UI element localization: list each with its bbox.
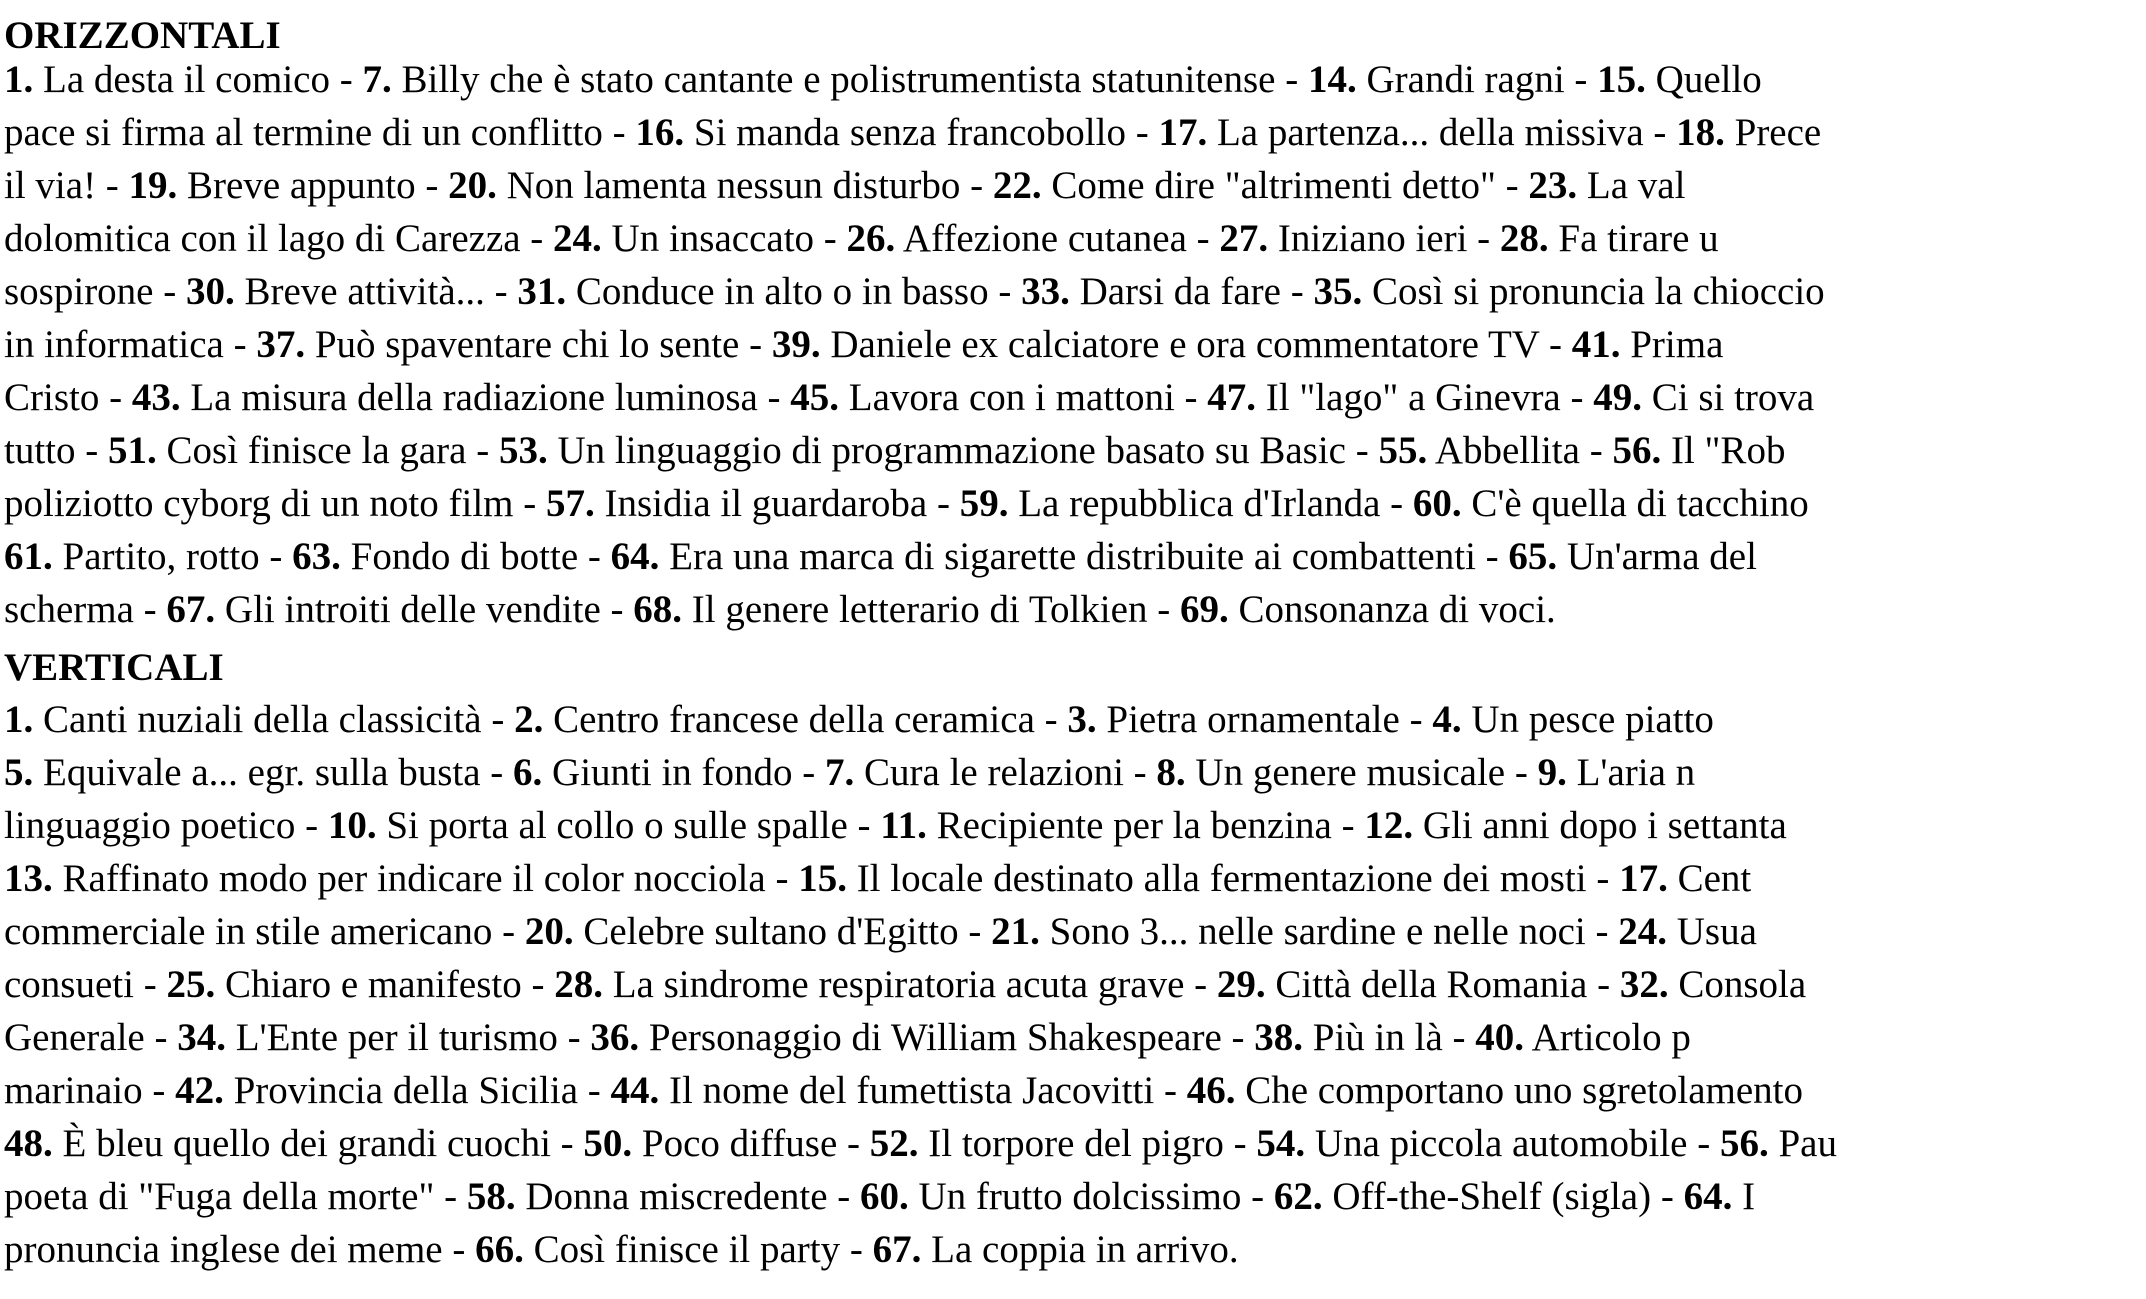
clue-line [4, 159, 2146, 212]
clue-text: Abbellita - [1427, 429, 1613, 472]
clue-text: pronuncia inglese dei meme - [4, 1228, 476, 1271]
clue-line [4, 424, 2146, 477]
clue-text: Fondo di botte - [340, 535, 611, 578]
clue-number: 56. [1719, 1122, 1769, 1165]
clue-text: Fa tirare u [1548, 217, 1719, 260]
clue-text: Gli introiti delle vendite - [215, 588, 634, 631]
clue-number: 42. [175, 1069, 224, 1112]
clue-number: 28. [1499, 217, 1549, 260]
clue-number: 48. [4, 1122, 53, 1165]
clue-number: 60. [1412, 482, 1462, 525]
clue-number: 53. [498, 429, 548, 472]
clue-text: Così si pronuncia la chioccio [1362, 270, 1825, 313]
clue-number: 29. [1216, 963, 1266, 1006]
clue-number: 35. [1313, 270, 1363, 313]
clue-text: La desta il comico - [33, 58, 363, 101]
clue-text: Cent [1667, 857, 1752, 900]
clue-number: 1. [4, 58, 34, 101]
clue-number: 68. [633, 588, 682, 631]
clue-text: sospirone - [4, 270, 186, 313]
clue-text: commerciale in stile americano - [4, 910, 525, 953]
clue-text: Breve appunto - [177, 164, 449, 207]
clue-number: 60. [860, 1175, 909, 1218]
clue-number: 5. [4, 751, 34, 794]
clue-line [4, 212, 2146, 265]
clue-number: 7. [825, 751, 855, 794]
clue-text: Cura le relazioni - [854, 751, 1157, 794]
clue-text: Così finisce la gara - [156, 429, 499, 472]
clue-number: 44. [610, 1069, 660, 1112]
clue-number: 1. [4, 698, 34, 741]
clue-number: 41. [1571, 323, 1621, 366]
clue-lines [4, 693, 2146, 1276]
clue-text: poeta di "Fuga della morte" - [4, 1175, 467, 1218]
clue-text: Off-the-Shelf (sigla) - [1322, 1175, 1684, 1218]
clue-number: 33. [1021, 270, 1070, 313]
clue-number: 15. [1597, 58, 1646, 101]
clue-text: Generale - [4, 1016, 178, 1059]
clue-line [4, 318, 2146, 371]
clue-number: 58. [466, 1175, 516, 1218]
clue-number: 2. [514, 698, 544, 741]
clue-number: 51. [108, 429, 157, 472]
clue-text: Pau [1768, 1122, 1837, 1165]
clue-text: È bleu quello dei grandi cuochi - [52, 1122, 584, 1165]
clue-text: Il genere letterario di Tolkien - [682, 588, 1180, 631]
clue-text: Canti nuziali della classicità - [33, 698, 515, 741]
clue-number: 37. [256, 323, 306, 366]
clue-line [4, 958, 2146, 1011]
clue-text: Chiaro e manifesto - [215, 963, 555, 1006]
clue-line [4, 852, 2146, 905]
clue-line [4, 265, 2146, 318]
clue-number: 32. [1619, 963, 1669, 1006]
clue-number: 26. [846, 217, 896, 260]
clue-text: Conduce in alto o in basso - [566, 270, 1022, 313]
clue-text: Un genere musicale - [1185, 751, 1538, 794]
clue-number: 8. [1156, 751, 1186, 794]
clue-text: Come dire "altrimenti detto" - [1041, 164, 1529, 207]
clue-number: 17. [1619, 857, 1668, 900]
clue-text: Celebre sultano d'Egitto - [573, 910, 992, 953]
clue-number: 54. [1256, 1122, 1306, 1165]
clue-text: I [1732, 1175, 1756, 1218]
clue-text: Raffinato modo per indicare il color nocciola - [52, 857, 799, 900]
clue-text: La repubblica d'Irlanda - [1008, 482, 1413, 525]
clue-number: 11. [880, 804, 927, 847]
clue-text: tutto - [4, 429, 108, 472]
clue-text: Breve attività... - [234, 270, 518, 313]
clue-text: Un linguaggio di programmazione basato su Basic - [547, 429, 1379, 472]
clue-number: 57. [545, 482, 595, 525]
clue-line [4, 693, 2146, 746]
clue-number: 40. [1475, 1016, 1524, 1059]
clue-number: 62. [1273, 1175, 1323, 1218]
clue-number: 24. [553, 217, 602, 260]
clue-text: Affezione cutanea - [895, 217, 1220, 260]
clue-text: Un frutto dolcissimo - [908, 1175, 1274, 1218]
clue-text: Daniele ex calciatore e ora commentatore TV - [820, 323, 1572, 366]
clue-line [4, 799, 2146, 852]
clue-text: Provincia della Sicilia - [223, 1069, 611, 1112]
clue-text: Darsi da fare - [1069, 270, 1314, 313]
clue-text: La partenza... della missiva - [1207, 111, 1677, 154]
clue-line [4, 1117, 2146, 1170]
clue-text: Poco diffuse - [632, 1122, 870, 1165]
clue-number: 15. [798, 857, 847, 900]
clue-number: 59. [959, 482, 1009, 525]
clue-text: Cristo - [4, 376, 132, 419]
clue-text: Un'arma del [1557, 535, 1757, 578]
clue-text: Era una marca di sigarette distribuite ai combattenti - [659, 535, 1509, 578]
clue-number: 30. [185, 270, 235, 313]
clue-number: 36. [590, 1016, 640, 1059]
clue-line [4, 106, 2146, 159]
clue-line [4, 746, 2146, 799]
clue-text: Gli anni dopo i settanta [1413, 804, 1787, 847]
clue-number: 6. [513, 751, 543, 794]
clue-text: Consonanza di voci. [1228, 588, 1556, 631]
clue-text: L'Ente per il turismo - [225, 1016, 591, 1059]
clue-number: 67. [166, 588, 216, 631]
clue-text: in informatica - [4, 323, 257, 366]
clue-line [4, 1170, 2146, 1223]
clue-text: il via! - [4, 164, 129, 207]
clue-number: 19. [128, 164, 178, 207]
clue-text: Si porta al collo o sulle spalle - [376, 804, 881, 847]
clue-text: Il locale destinato alla fermentazione dei mosti - [846, 857, 1620, 900]
clue-number: 47. [1207, 376, 1257, 419]
clue-number: 17. [1158, 111, 1208, 154]
clue-number: 39. [771, 323, 821, 366]
clue-number: 21. [991, 910, 1040, 953]
clue-text: La sindrome respiratoria acuta grave - [602, 963, 1217, 1006]
clue-text: Articolo p [1524, 1016, 1691, 1059]
clue-text: linguaggio poetico - [4, 804, 328, 847]
clue-text: dolomitica con il lago di Carezza - [4, 217, 554, 260]
clue-text: Lavora con i mattoni - [839, 376, 1208, 419]
crossword-clues-page [4, 0, 2146, 1276]
section-verticali [4, 640, 2146, 1276]
clue-line [4, 371, 2146, 424]
clue-number: 64. [1683, 1175, 1733, 1218]
clue-text: Consola [1668, 963, 1807, 1006]
clue-number: 64. [610, 535, 660, 578]
clue-text: C'è quella di tacchino [1461, 482, 1809, 525]
clue-number: 25. [166, 963, 216, 1006]
clue-text: Iniziano ieri - [1268, 217, 1500, 260]
clue-number: 22. [992, 164, 1042, 207]
clue-number: 67. [872, 1228, 922, 1271]
clue-number: 34. [177, 1016, 226, 1059]
clue-number: 12. [1364, 804, 1414, 847]
clue-number: 63. [292, 535, 341, 578]
clue-text: Equivale a... egr. sulla busta - [33, 751, 514, 794]
clue-text: Quello [1645, 58, 1762, 101]
clue-text: Il "Rob [1661, 429, 1786, 472]
clue-number: 9. [1537, 751, 1567, 794]
clue-line [4, 53, 2146, 106]
clue-number: 10. [327, 804, 377, 847]
clue-number: 45. [790, 376, 840, 419]
clue-number: 66. [475, 1228, 524, 1271]
clue-text: Prece [1724, 111, 1822, 154]
clue-text: Più in là - [1303, 1016, 1476, 1059]
clue-text: Così finisce il party - [523, 1228, 873, 1271]
clue-text: Il torpore del pigro - [918, 1122, 1257, 1165]
clue-text: Sono 3... nelle sardine e nelle noci - [1039, 910, 1619, 953]
clue-lines [4, 53, 2146, 636]
clue-text: marinaio - [4, 1069, 176, 1112]
clue-text: Un insaccato - [601, 217, 847, 260]
clue-number: 31. [517, 270, 567, 313]
clue-number: 49. [1593, 376, 1642, 419]
clue-text: Recipiente per la benzina - [926, 804, 1365, 847]
clue-number: 18. [1676, 111, 1725, 154]
clue-line [4, 1223, 2146, 1276]
clue-text: Centro francese della ceramica - [543, 698, 1068, 741]
clue-number: 3. [1067, 698, 1097, 741]
clue-text: Giunti in fondo - [542, 751, 826, 794]
clue-text: pace si firma al termine di un conflitto - [4, 111, 636, 154]
clue-number: 4. [1432, 698, 1462, 741]
clue-number: 13. [4, 857, 53, 900]
clue-text: Città della Romania - [1265, 963, 1620, 1006]
clue-number: 61. [4, 535, 53, 578]
clue-text: Che comportano uno sgretolamento [1235, 1069, 1804, 1112]
section-orizzontali [4, 0, 2146, 636]
clue-line [4, 1064, 2146, 1117]
section-title: ORIZZONTALI [4, 14, 281, 57]
clue-number: 69. [1179, 588, 1229, 631]
clue-text: Insidia il guardaroba - [594, 482, 960, 525]
clue-text: Donna miscredente - [515, 1175, 861, 1218]
clue-text: Ci si trova [1641, 376, 1815, 419]
clue-text: La coppia in arrivo. [921, 1228, 1239, 1271]
clue-text: Si manda senza francobollo - [684, 111, 1159, 154]
clue-number: 56. [1612, 429, 1662, 472]
clue-text: consueti - [4, 963, 167, 1006]
clue-number: 23. [1528, 164, 1578, 207]
clue-text: Il "lago" a Ginevra - [1256, 376, 1594, 419]
clue-text: scherma - [4, 588, 167, 631]
clue-number: 43. [131, 376, 181, 419]
clue-line [4, 530, 2146, 583]
clue-text: Un pesce piatto [1461, 698, 1714, 741]
clue-number: 65. [1508, 535, 1558, 578]
clue-text: L'aria n [1566, 751, 1696, 794]
clue-text: La misura della radiazione luminosa - [180, 376, 791, 419]
clue-text: Personaggio di William Shakespeare - [639, 1016, 1255, 1059]
section-title: VERTICALI [4, 646, 224, 689]
clue-line [4, 905, 2146, 958]
clue-number: 38. [1254, 1016, 1303, 1059]
clue-text: Pietra ornamentale - [1096, 698, 1433, 741]
clue-number: 52. [869, 1122, 919, 1165]
clue-number: 28. [554, 963, 603, 1006]
clue-number: 16. [635, 111, 685, 154]
clue-text: Billy che è stato cantante e polistrumentista statunitense - [391, 58, 1308, 101]
clue-line [4, 1011, 2146, 1064]
clue-number: 14. [1307, 58, 1357, 101]
clue-text: Una piccola automobile - [1305, 1122, 1720, 1165]
clue-number: 20. [524, 910, 574, 953]
clue-number: 20. [448, 164, 497, 207]
clue-number: 7. [362, 58, 392, 101]
clue-number: 46. [1186, 1069, 1236, 1112]
clue-text: Partito, rotto - [52, 535, 293, 578]
clue-number: 24. [1618, 910, 1667, 953]
clue-text: poliziotto cyborg di un noto film - [4, 482, 546, 525]
clue-text: Prima [1620, 323, 1724, 366]
clue-line [4, 583, 2146, 636]
clue-text: Non lamenta nessun disturbo - [496, 164, 993, 207]
clue-number: 27. [1219, 217, 1269, 260]
clue-text: Usua [1666, 910, 1757, 953]
clue-number: 55. [1378, 429, 1428, 472]
clue-text: Può spaventare chi lo sente - [305, 323, 772, 366]
clue-text: La val [1577, 164, 1686, 207]
clue-text: Grandi ragni - [1356, 58, 1598, 101]
clue-line [4, 477, 2146, 530]
clue-text: Il nome del fumettista Jacovitti - [659, 1069, 1187, 1112]
clue-number: 50. [583, 1122, 633, 1165]
